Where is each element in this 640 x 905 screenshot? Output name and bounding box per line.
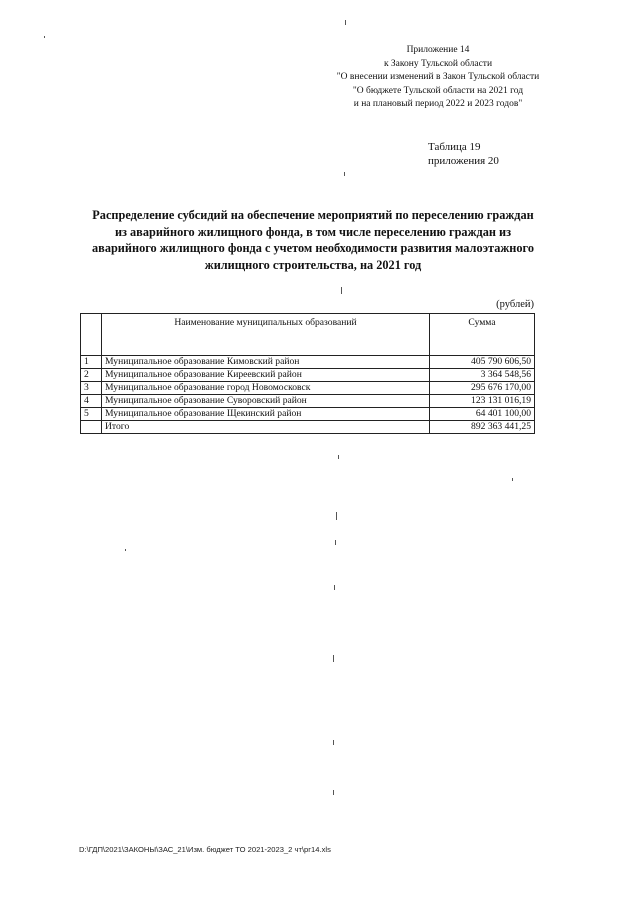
scan-speck <box>125 549 126 551</box>
scan-speck <box>512 478 513 481</box>
scan-speck <box>344 172 345 176</box>
table-reference <box>428 140 499 168</box>
scan-speck <box>336 512 337 520</box>
header-line: "О бюджете Тульской области на 2021 год <box>352 85 524 96</box>
header-sum-cell: Сумма <box>430 314 535 356</box>
scan-speck <box>44 36 45 38</box>
appendix-header <box>330 44 546 112</box>
row-name: Муниципальное образование Киреевский район <box>102 369 430 382</box>
units-label: (рублей) <box>496 299 534 310</box>
row-number: 4 <box>81 395 102 408</box>
total-sum: 892 363 441,25 <box>430 421 535 434</box>
row-sum: 123 131 016,19 <box>430 395 535 408</box>
header-num-cell <box>81 314 102 356</box>
row-sum: 64 401 100,00 <box>430 408 535 421</box>
file-path-footer: D:\ГДП\2021\ЗАКОНЫ\ЗАС_21\Изм. бюджет ТО 2021-2023_2 чт\рг14.xls <box>79 845 331 854</box>
row-name: Муниципальное образование Кимовский район <box>102 356 430 369</box>
table-row <box>81 356 535 369</box>
table-row <box>81 395 535 408</box>
appendix-number: приложения 20 <box>428 155 499 167</box>
table-header-row <box>81 314 535 356</box>
table-row <box>81 408 535 421</box>
scan-speck <box>333 655 334 662</box>
row-sum: 405 790 606,50 <box>430 356 535 369</box>
header-name-cell: Наименование муниципальных образований <box>102 314 430 356</box>
table-row <box>81 382 535 395</box>
header-line: к Закону Тульской области <box>383 58 493 69</box>
scan-speck <box>333 790 334 795</box>
scan-speck <box>333 740 334 745</box>
row-number: 2 <box>81 369 102 382</box>
table-row <box>81 369 535 382</box>
row-sum: 3 364 548,56 <box>430 369 535 382</box>
scan-speck <box>341 287 342 294</box>
title-line: жилищного строительства, на 2021 год <box>204 257 422 272</box>
row-number: 5 <box>81 408 102 421</box>
title-line: аварийного жилищного фонда с учетом необходимости развития малоэтажного <box>92 241 534 256</box>
scan-speck <box>335 540 336 545</box>
header-line: и на плановый период 2022 и 2023 годов" <box>353 99 523 110</box>
scan-speck <box>338 455 339 459</box>
document-title <box>78 207 548 273</box>
row-number: 3 <box>81 382 102 395</box>
header-line: "О внесении изменений в Закон Тульской области <box>336 72 540 83</box>
subsidies-table <box>80 313 535 434</box>
row-number: 1 <box>81 356 102 369</box>
scan-speck <box>345 20 346 25</box>
title-line: из аварийного жилищного фонда, в том числе переселению граждан из <box>114 224 512 239</box>
row-name: Муниципальное образование город Новомосковск <box>102 382 430 395</box>
row-sum: 295 676 170,00 <box>430 382 535 395</box>
total-row <box>81 421 535 434</box>
row-name: Муниципальное образование Суворовский район <box>102 395 430 408</box>
title-line: Распределение субсидий на обеспечение мероприятий по переселению граждан <box>92 208 534 222</box>
table-number: Таблица 19 <box>428 141 481 153</box>
total-label: Итого <box>102 421 430 434</box>
header-line: Приложение 14 <box>406 45 470 55</box>
row-name: Муниципальное образование Щекинский район <box>102 408 430 421</box>
scan-speck <box>334 585 335 590</box>
total-number-cell <box>81 421 102 434</box>
